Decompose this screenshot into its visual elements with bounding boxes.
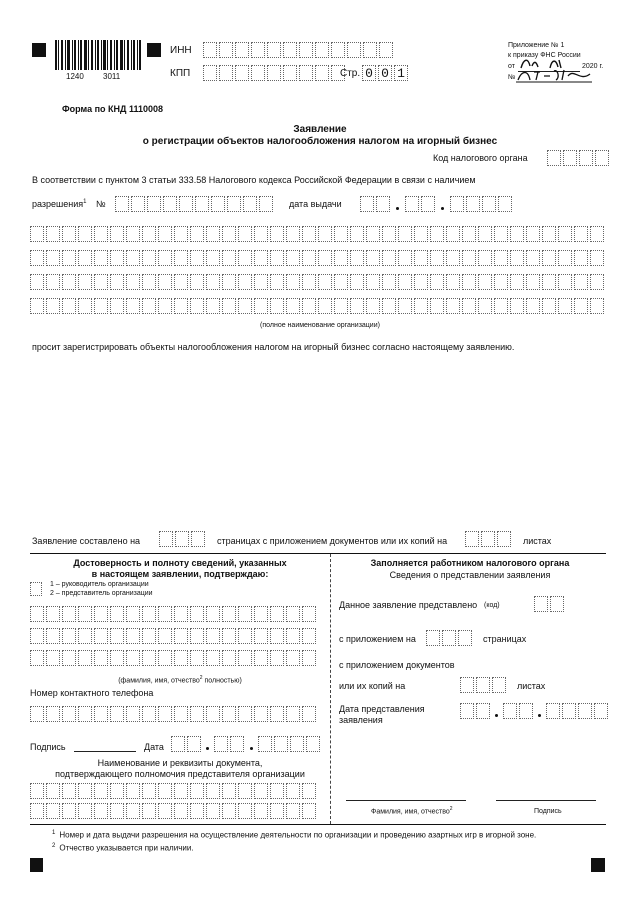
date-separator [396, 207, 399, 210]
submission-date-day[interactable] [460, 703, 492, 719]
submission-date-month[interactable] [503, 703, 535, 719]
org-name-row[interactable] [30, 250, 606, 266]
or-copies-label: или их копий на [339, 681, 406, 691]
permit-label-text: разрешения [32, 199, 84, 209]
permit-number-field[interactable] [115, 196, 275, 212]
fio-row[interactable] [30, 628, 318, 644]
date-separator [250, 747, 253, 750]
corner-marker-bottom-right [591, 858, 605, 872]
officer-fio-caption-text: Фамилия, имя, отчество [371, 808, 450, 816]
org-name-row[interactable] [30, 298, 606, 314]
fio-caption-end: полностью) [204, 677, 242, 685]
composed-pages-field[interactable] [159, 531, 207, 547]
officer-fio-caption [371, 806, 453, 815]
fio-footnote-ref: 2 [199, 675, 203, 681]
doc-heading-line1: Наименование и реквизиты документа, [97, 758, 263, 768]
barcode-number-left: 1240 [66, 72, 84, 81]
submission-date-label-1: Дата представления [339, 704, 425, 714]
submission-date-year[interactable] [546, 703, 610, 719]
footer-divider [30, 824, 606, 825]
page-label: Стр. [340, 68, 361, 79]
permit-footnote-ref: 1 [83, 199, 87, 205]
sheets-label: листах [517, 681, 546, 691]
handwritten-number [516, 66, 594, 84]
footnote-2-text: Отчество указывается при наличии. [59, 843, 194, 853]
permit-date-day[interactable] [360, 196, 392, 212]
pages-label: страницах [483, 634, 527, 644]
inn-field[interactable] [203, 42, 395, 58]
kpp-label: КПП [170, 68, 191, 79]
submission-date-label-2: заявления [339, 715, 383, 725]
attachment-pages-field[interactable] [426, 630, 474, 646]
with-docs-label: с приложением документов [339, 660, 455, 670]
corner-marker-top-left [32, 43, 46, 57]
page-digit: 1 [394, 65, 408, 81]
section-divider [30, 553, 606, 554]
submitted-code-field[interactable] [534, 596, 566, 612]
appendix-year: 2020 г. [582, 63, 604, 70]
org-name-row[interactable] [30, 274, 606, 290]
officer-fio-footnote-ref: 2 [449, 806, 453, 812]
officer-signature-line[interactable] [496, 800, 596, 801]
tax-office-code-label: Код налогового органа [433, 153, 528, 163]
footnote-1 [52, 830, 536, 840]
signer-type-field[interactable] [30, 582, 44, 596]
org-name-caption: (полное наименование организации) [260, 322, 380, 329]
signer-option-1: 1 – руководитель организации [50, 581, 149, 588]
permit-number-sign: № [96, 199, 106, 209]
date-separator [495, 714, 498, 717]
submitted-label: Данное заявление представлено [339, 600, 478, 610]
signature-line[interactable] [74, 751, 136, 752]
right-subheading: Сведения о представлении заявления [389, 570, 551, 580]
fio-row[interactable] [30, 606, 318, 622]
permit-date-label: дата выдачи [289, 199, 342, 209]
doc-heading-line2: подтверждающего полномочия представителя организации [55, 769, 305, 779]
submitted-code-label: (код) [484, 602, 500, 609]
barcode-number-right: 3011 [103, 72, 121, 81]
signer-option-2: 2 – представитель организации [50, 590, 153, 597]
permit-date-year[interactable] [450, 196, 514, 212]
composed-label-3: листах [523, 536, 552, 546]
fio-caption-text: (фамилия, имя, отчество [118, 677, 200, 685]
phone-field[interactable] [30, 706, 318, 722]
tax-office-code-field[interactable] [547, 150, 611, 166]
column-divider [330, 554, 331, 824]
footnote-1-marker: 1 [52, 830, 56, 836]
kpp-field[interactable] [203, 65, 347, 81]
intro-text: В соответствии с пунктом 3 статьи 333.58 Налогового кодекса Российской Федерации в связи с наличием [32, 175, 476, 185]
title-line1: Заявление [293, 124, 347, 135]
officer-signature-caption: Подпись [534, 808, 562, 815]
composed-label-2: страницах с приложением документов или их копий на [217, 536, 448, 546]
date-separator [441, 207, 444, 210]
officer-fio-line[interactable] [346, 800, 466, 801]
composed-label-1: Заявление составлено на [32, 536, 141, 546]
auth-doc-row[interactable] [30, 783, 318, 799]
auth-doc-row[interactable] [30, 803, 318, 819]
phone-label: Номер контактного телефона [30, 688, 154, 698]
footnote-2-marker: 2 [52, 843, 56, 849]
signature-label: Подпись [30, 742, 66, 752]
title-line2: о регистрации объектов налогообложения налогом на игорный бизнес [142, 136, 498, 147]
footnote-2 [52, 843, 194, 853]
docs-sheets-field[interactable] [460, 677, 508, 693]
footnote-1-text: Номер и дата выдачи разрешения на осуществление деятельности по организации и проведению азартных игр в игорной зоне. [59, 830, 537, 840]
appendix-line2: к приказу ФНС России [508, 52, 581, 59]
appendix-line1: Приложение № 1 [508, 42, 565, 49]
fio-caption [30, 675, 330, 684]
inn-label: ИНН [170, 45, 192, 56]
corner-marker-top-middle [147, 43, 161, 57]
sign-date-day[interactable] [171, 736, 203, 752]
fio-row[interactable] [30, 650, 318, 666]
corner-marker-bottom-left [30, 858, 43, 872]
with-attachment-label: с приложением на [339, 634, 416, 644]
request-text: просит зарегистрировать объекты налогообложения налогом на игорный бизнес согласно настоящему заявлению. [32, 342, 515, 352]
sign-date-year[interactable] [258, 736, 322, 752]
date-separator [206, 747, 209, 750]
org-name-row[interactable] [30, 226, 606, 242]
composed-sheets-field[interactable] [465, 531, 513, 547]
left-heading-line2: в настоящем заявлении, подтверждаю: [91, 569, 269, 579]
right-heading: Заполняется работником налогового органа [370, 558, 570, 568]
appendix-number-label: № [508, 74, 516, 81]
form-code: Форма по КНД 1110008 [62, 104, 163, 114]
page-digit: 0 [362, 65, 376, 81]
sign-date-label: Дата [144, 742, 164, 752]
date-separator [538, 714, 541, 717]
appendix-line3: от [508, 63, 515, 70]
barcode [55, 40, 141, 70]
permit-label [32, 199, 87, 209]
sign-date-month[interactable] [214, 736, 246, 752]
page-number-field[interactable] [362, 65, 410, 81]
permit-date-month[interactable] [405, 196, 437, 212]
left-heading-line1: Достоверность и полноту сведений, указанных [73, 558, 287, 568]
page-digit: 0 [378, 65, 392, 81]
